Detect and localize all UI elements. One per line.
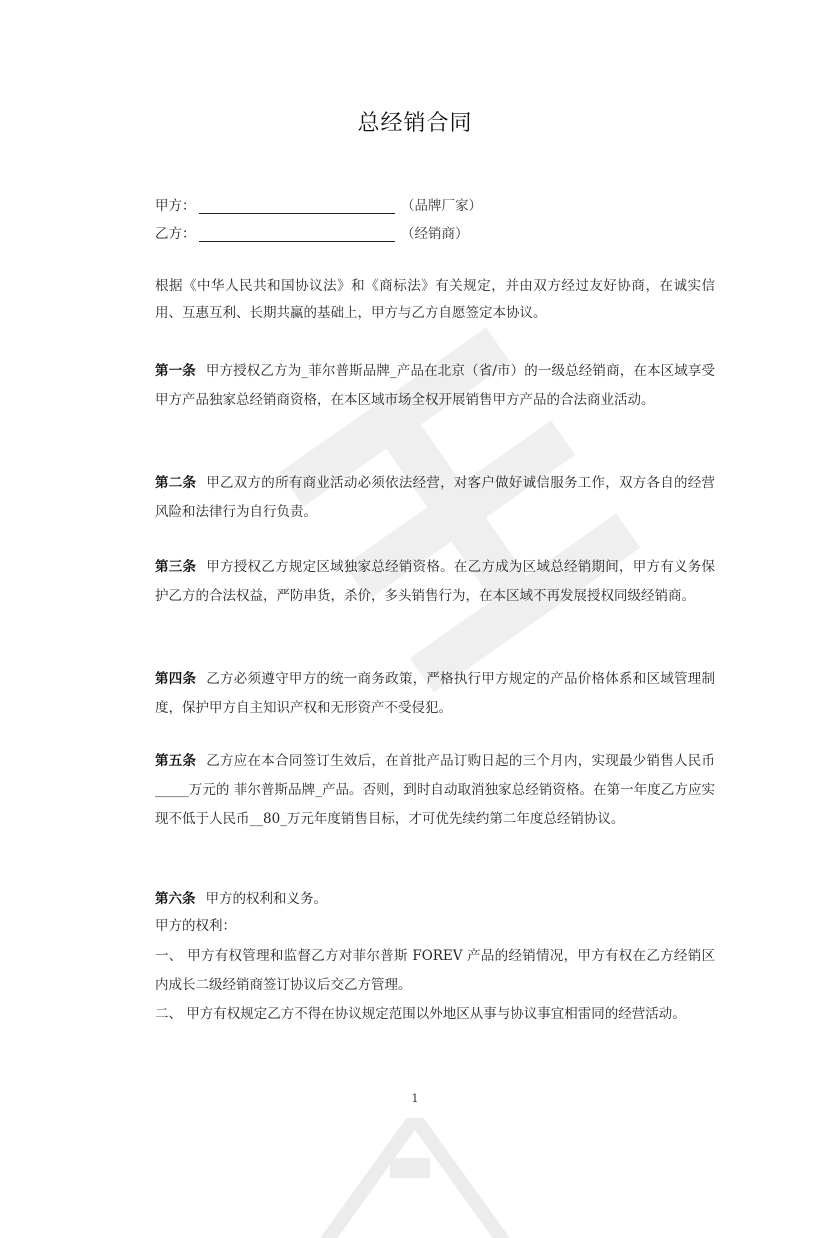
party-a-line [155, 194, 482, 214]
right-item-1-text: 一、 甲方有权管理和监督乙方对菲尔普斯 FOREV 产品的经销情况，甲方有权在乙方经销区内成长二级经销商签订协议后交乙方管理。 [155, 948, 715, 993]
article-5-heading: 第五条 [155, 753, 197, 769]
party-b-role: （经销商） [401, 226, 469, 242]
article-2-text: 甲乙双方的所有商业活动必须依法经营，对客户做好诚信服务工作，双方各自的经营风险和法律行为自行负责。 [155, 475, 716, 520]
party-a-label: 甲方： [155, 198, 196, 214]
article-1 [155, 357, 715, 415]
article-2-heading: 第二条 [155, 475, 197, 491]
article-3-heading: 第三条 [155, 559, 197, 575]
party-b-blank [199, 227, 395, 242]
watermark-triangle-icon [300, 1118, 530, 1238]
right-item-2-text: 二、 甲方有权规定乙方不得在协议规定范围以外地区从事与协议事宜相雷同的经营活动。 [155, 1006, 686, 1022]
article-6-heading: 第六条 [155, 891, 196, 907]
document-title: 总经销合同 [357, 111, 473, 136]
rights-heading [155, 913, 715, 940]
article-3-text: 甲方授权乙方规定区域独家总经销资格。在乙方成为区域总经销期间，甲方有义务保护乙方的合法权益，严防串货，杀价，多头销售行为，在本区域不再发展授权同级经销商。 [155, 559, 716, 604]
rights-heading-text: 甲方的权利： [155, 918, 236, 934]
party-b-line [155, 222, 469, 242]
party-a-role: （品牌厂家） [401, 198, 482, 214]
right-item-1 [155, 942, 715, 1000]
article-5 [155, 747, 715, 834]
article-1-heading: 第一条 [155, 363, 196, 379]
article-1-text: 甲方授权乙方为_菲尔普斯品牌_产品在北京（省/市）的一级总经销商，在本区域享受甲方产品独家总经销商资格，在本区域市场全权开展销售甲方产品的合法商业活动。 [155, 363, 715, 408]
preamble-text: 根据《中华人民共和国协议法》和《商标法》有关规定，并由双方经过友好协商，在诚实信用、互惠互利、长期共赢的基础上，甲方与乙方自愿签定本协议。 [155, 278, 715, 321]
page-number: 1 [411, 1092, 419, 1105]
party-b-label: 乙方： [155, 226, 196, 242]
article-6 [155, 886, 715, 913]
right-item-2 [155, 1000, 715, 1029]
article-6-text: 甲方的权利和义务。 [205, 891, 327, 907]
article-3 [155, 553, 715, 611]
article-4-heading: 第四条 [155, 671, 197, 687]
article-2 [155, 469, 715, 527]
article-4 [155, 665, 715, 723]
article-4-text: 乙方必须遵守甲方的统一商务政策，严格执行甲方规定的产品价格体系和区域管理制度，保护甲方自主知识产权和无形资产不受侵犯。 [155, 671, 716, 716]
party-a-blank [199, 199, 395, 214]
article-5-text: 乙方应在本合同签订生效后，在首批产品订购日起的三个月内，实现最少销售人民币_____万元的 菲尔普斯品牌_产品。否则，到时自动取消独家总经销资格。在第一年度乙方应实现不低于人民币__80_万元年度销售目标，才可优先续约第二年度总经销协议。 [155, 753, 716, 827]
preamble [155, 273, 715, 327]
